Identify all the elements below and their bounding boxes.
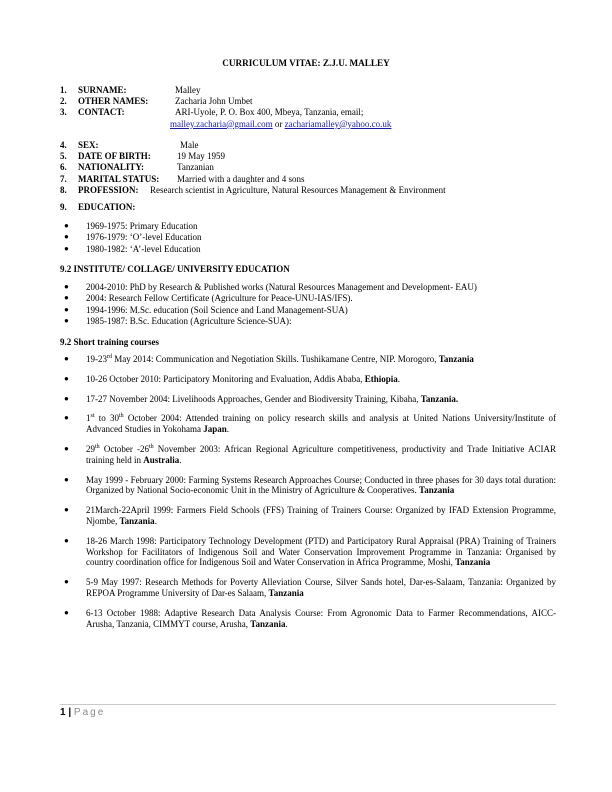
list-item: ● 17-27 November 2004: Livelihoods Approaches, Gender and Biodiversity Training, Kibaha, Tanzania. bbox=[64, 393, 459, 404]
personal-details-block bbox=[60, 85, 560, 130]
item-number: 9. bbox=[60, 202, 67, 212]
marital-row bbox=[60, 174, 560, 185]
other-names-row bbox=[60, 96, 560, 107]
email-row bbox=[60, 119, 560, 130]
item-number: 1. bbox=[60, 85, 67, 95]
bullet-icon: ● bbox=[64, 505, 69, 515]
bullet-icon: ● bbox=[64, 232, 69, 242]
bullet-icon: ● bbox=[64, 393, 69, 403]
other-names-label: OTHER NAMES: bbox=[78, 96, 149, 107]
sex-label: SEX: bbox=[78, 140, 99, 150]
bullet-icon: ● bbox=[64, 413, 69, 423]
institute-heading: 9.2 INSTITUTE/ COLLAGE/ UNIVERSITY EDUCATION bbox=[60, 264, 290, 274]
contact-row bbox=[60, 107, 560, 118]
bullet-icon: ● bbox=[64, 243, 69, 253]
item-number: 8. bbox=[60, 184, 67, 195]
list-item: ● 1st to 30th October 2004: Attended training on policy research skills and analysis at United Nations University/Institute of Advanced Studies in Yokohama Japan. bbox=[64, 413, 556, 435]
bullet-icon: ● bbox=[64, 474, 69, 484]
training-heading: 9.2 Short training courses bbox=[60, 337, 159, 347]
page-title: CURRICULUM VITAE: Z.J.U. MALLEY bbox=[222, 58, 390, 68]
nationality-label: NATIONALITY: bbox=[78, 162, 145, 173]
profession-row bbox=[60, 185, 560, 196]
list-item: ● 19-23rd May 2014: Communication and Negotiation Skills. Tushikamane Centre, NIP. Morogoro, Tanzania bbox=[64, 354, 474, 364]
sex-value: Male bbox=[180, 140, 199, 150]
item-number: 3. bbox=[60, 107, 67, 118]
item-number: 7. bbox=[60, 173, 67, 184]
dob-label: DATE OF BIRTH: bbox=[78, 151, 151, 162]
education-list bbox=[60, 221, 556, 255]
nationality-value: Tanzanian bbox=[177, 162, 214, 173]
bullet-icon: ● bbox=[64, 316, 69, 326]
contact-label: CONTACT: bbox=[78, 107, 125, 118]
training-list bbox=[60, 354, 556, 638]
list-item: ● 5-9 May 1997: Research Methods for Poverty Alleviation Course, Silver Sands hotel, Dar-es-Salaam, Tanzania: Organized by REPOA Programme University of Dar-es Salaam, Tanzania bbox=[64, 577, 556, 598]
item-number: 5. bbox=[60, 151, 67, 162]
bullet-icon: ● bbox=[64, 535, 69, 545]
dob-value: 19 May 1959 bbox=[177, 151, 225, 162]
other-names-value: Zacharia John Umbet bbox=[175, 96, 253, 107]
list-item: ● 18-26 March 1998: Participatory Technology Development (PTD) and Participatory Rural Appraisal (PRA) Training of Trainers Workshop for Facilitators of Indigenous Soil and Water Conservation Improvement Programme in Tanzania: Organised by country coordination office for Indigenous Soil and Water Conservation in Africa Programme, Moshi, Tanzania bbox=[64, 535, 556, 568]
profession-value: Research scientist in Agriculture, Natural Resources Management & Environment bbox=[150, 184, 446, 195]
list-item: ● 2004: Research Fellow Certificate (Agriculture for Peace-UNU-IAS/IFS). bbox=[64, 293, 353, 304]
list-item: ● 1969-1975: Primary Education bbox=[64, 221, 198, 231]
sex-row bbox=[60, 140, 560, 151]
bullet-icon: ● bbox=[64, 373, 69, 383]
list-item: ● May 1999 - February 2000: Farming Systems Research Approaches Course; Conducted in three phases for 30 days total duration: Organized by National Socio-economic Unit in the Ministry of Agriculture & Cooperatives. Tanzania bbox=[64, 474, 556, 496]
item-number: 4. bbox=[60, 140, 67, 150]
education-heading bbox=[60, 202, 560, 213]
institute-list bbox=[60, 282, 556, 328]
education-label: EDUCATION: bbox=[78, 202, 136, 212]
bullet-icon: ● bbox=[64, 293, 69, 303]
bullet-icon: ● bbox=[64, 577, 69, 587]
footer-separator: | bbox=[65, 707, 74, 718]
marital-value: Married with a daughter and 4 sons bbox=[177, 173, 305, 184]
page-label: Page bbox=[73, 707, 106, 718]
list-item: ● 2004-2010: PhD by Research & Published works (Natural Resources Management and Development- EAU) bbox=[64, 282, 477, 292]
list-item: ● 1980-1982: ‘A’-level Education bbox=[64, 243, 201, 254]
list-item: ● 1976-1979: ‘O’-level Education bbox=[64, 232, 202, 243]
nationality-row bbox=[60, 162, 560, 173]
personal-details-block-2 bbox=[60, 140, 560, 196]
list-item: ● 1994-1996: M.Sc. education (Soil Science and Land Management-SUA) bbox=[64, 304, 348, 315]
bullet-icon: ● bbox=[64, 607, 69, 617]
bullet-icon: ● bbox=[64, 282, 69, 291]
surname-label: SURNAME: bbox=[78, 85, 127, 95]
surname-value: Malley bbox=[175, 85, 201, 95]
bullet-icon: ● bbox=[64, 443, 69, 453]
surname-row bbox=[60, 85, 560, 96]
list-item: ● 10-26 October 2010: Participatory Monitoring and Evaluation, Addis Ababa, Ethiopia. bbox=[64, 373, 400, 384]
email-link-gmail[interactable]: malley.zacharia@gmail.com bbox=[170, 118, 273, 129]
page-number: 1 bbox=[60, 707, 66, 718]
contact-value: ARI-Uyole, P. O. Box 400, Mbeya, Tanzania, email; bbox=[175, 107, 364, 118]
list-item: ● 1985-1987: B.Sc. Education (Agriculture Science-SUA): bbox=[64, 316, 292, 327]
list-item: ● 6-13 October 1988: Adaptive Research Data Analysis Course: From Agronomic Data to Farmer Recommendations, AICC-Arusha, Tanzania, CIMMYT course, Arusha, Tanzania. bbox=[64, 607, 556, 629]
email-or-text: or bbox=[272, 118, 285, 129]
email-link-yahoo[interactable]: zachariamalley@yahoo.co.uk bbox=[284, 118, 392, 129]
item-number: 6. bbox=[60, 162, 67, 173]
profession-label: PROFESSION: bbox=[78, 184, 139, 195]
item-number: 2. bbox=[60, 96, 67, 107]
page-footer bbox=[60, 707, 105, 719]
bullet-icon: ● bbox=[64, 354, 69, 363]
marital-label: MARITAL STATUS: bbox=[78, 173, 160, 184]
list-item: ● 21March-22April 1999: Farmers Field Schools (FFS) Training of Trainers Course: Organized by IFAD Extension Programme, Njombe, Tanzania. bbox=[64, 505, 556, 526]
dob-row bbox=[60, 151, 560, 162]
bullet-icon: ● bbox=[64, 304, 69, 314]
bullet-icon: ● bbox=[64, 221, 69, 230]
footer-divider bbox=[60, 704, 556, 705]
list-item: ● 29th October -26th November 2003: African Regional Agriculture competitiveness, productivity and Trade Initiative ACIAR training held in Australia. bbox=[64, 443, 556, 465]
